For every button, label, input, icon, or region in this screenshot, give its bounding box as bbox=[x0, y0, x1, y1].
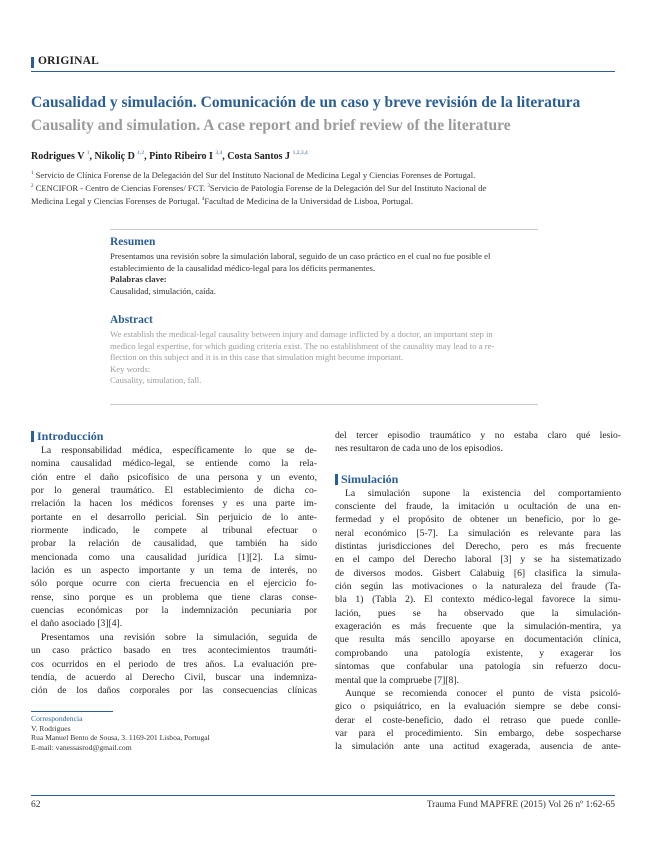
abstract-line: We establish the medical-legal causality between injury and damage inflicted by a doctor, an important step in bbox=[110, 329, 493, 339]
introduccion-body bbox=[31, 444, 317, 698]
simulacion-heading-text: Simulación bbox=[341, 471, 399, 486]
section-label bbox=[31, 55, 615, 72]
body-line: la simulación ante una actitud exagerada, ausencia de ante- bbox=[335, 741, 621, 753]
body-line: cos ocurridos en el periodo de tres años. La evaluación pre- bbox=[31, 658, 317, 670]
article-title-spanish: Causalidad y simulación. Comunicación de un caso y breve revisión de la literatura bbox=[31, 94, 581, 111]
abstract-keywords-label: Key words: bbox=[110, 363, 151, 374]
body-line: consciente del fraude, la imitación u ocultación de una en- bbox=[335, 501, 621, 513]
body-line: de diversos modos. Gisbert Calabuig [6] clasifica la simula- bbox=[335, 567, 621, 579]
body-line: fermedad y el propósito de obtener un beneficio, por lo ge- bbox=[335, 514, 621, 526]
author-affiliation-ref: 3,4 bbox=[215, 150, 223, 156]
body-line: lación, pues se ha observado que la simulación- bbox=[335, 607, 621, 619]
body-line: riormente indicado, le compete al tribunal efectuar o bbox=[31, 525, 317, 537]
simulacion-heading bbox=[335, 472, 621, 487]
affiliation-line bbox=[31, 183, 486, 193]
body-line: del tercer episodio traumático y no estaba claro qué lesio- bbox=[335, 430, 621, 441]
abstract-bottom-rule bbox=[110, 404, 538, 405]
abstract-keywords: Causality, simulation, fall. bbox=[110, 375, 202, 386]
affiliation-line bbox=[31, 170, 475, 180]
body-line: ción de los daños corporales por las consecuencias clínicas bbox=[31, 685, 317, 697]
author-name: Rodrigues V bbox=[31, 151, 85, 162]
abstract-text bbox=[110, 329, 540, 387]
body-line: el daño asociado [3][4]. bbox=[31, 618, 123, 630]
affiliation-text: Facultad de Medicina de la Universidad de Lisboa, Portugal. bbox=[204, 196, 413, 206]
body-line: por lo general traumático. El establecimiento de dicha co- bbox=[31, 485, 317, 497]
affiliation-number: 1 bbox=[31, 171, 34, 176]
author-affiliation-ref: 1,2 bbox=[137, 150, 145, 156]
body-line: que resulta más sencillo apoyarse en documentación clínica, bbox=[335, 634, 621, 646]
introduccion-continued bbox=[335, 429, 621, 456]
body-line: La responsabilidad médica, específicamente lo que se de- bbox=[41, 445, 317, 456]
body-line: probar la relación de causalidad, que también ha sido bbox=[31, 538, 317, 550]
heading-marker bbox=[335, 474, 338, 485]
body-line: neral económico [5-7]. La simulación es relevante para las bbox=[335, 527, 621, 539]
body-line: bla 1) (Tabla 2). El contexto médico-legal favorece la simu- bbox=[335, 594, 621, 606]
author-list: Rodrigues V $^1$, Nikoliç D $^{1,2}$, Pinto Ribeiro I $^{3,4}$, Costa Santos J $^{1,2,3,4}$ bbox=[31, 150, 308, 162]
affiliation-text: CENCIFOR - Centro de Ciencias Forenses/ FCT. bbox=[33, 183, 208, 193]
body-line: Aunque se recomienda conocer el punto de vista psicoló- bbox=[345, 687, 621, 699]
abstract-line: flection on this subject and it is in this case that simulation might become important. bbox=[110, 352, 404, 363]
body-line: derar el coste-beneficio, dado el retraso que puede conlle- bbox=[335, 714, 621, 726]
affiliation-line bbox=[31, 196, 413, 206]
body-line: nomina causalidad médico-legal, se entiende como la rela- bbox=[31, 458, 317, 470]
resumen-heading: Resumen bbox=[110, 236, 156, 248]
affiliation-number: 3 bbox=[207, 184, 210, 189]
body-line: La simulación supone la existencia del comportamiento bbox=[345, 487, 621, 499]
body-line: mencionada como una causalidad jurídica [1][2]. La simu- bbox=[31, 551, 317, 563]
body-line: síntomas que confabular una patología sin refuerzo docu- bbox=[335, 661, 621, 673]
author-name: Pinto Ribeiro I bbox=[149, 151, 213, 162]
correspondence-rule bbox=[31, 711, 113, 712]
body-line: lación es un aspecto importante y un tema de interés, no bbox=[31, 565, 317, 577]
author-name: Costa Santos J bbox=[227, 151, 291, 162]
body-column-right bbox=[335, 429, 621, 754]
resumen-text bbox=[110, 251, 540, 297]
simulacion-body bbox=[335, 487, 621, 754]
body-line: ción según las motivaciones o la naturaleza del fraude (Ta- bbox=[335, 581, 621, 593]
resumen-line: establecimiento de la causalidad médico-legal para los déficits permanentes. bbox=[110, 262, 376, 273]
body-line: mental que la compruebe [7][8]. bbox=[335, 674, 459, 686]
body-line: ción entre el daño psicofísico de una persona y un evento, bbox=[31, 471, 317, 483]
body-line: portante en el desarrollo pericial. Sin perjuicio de lo ante- bbox=[31, 511, 317, 523]
body-line: comprobando una patología existente, y exagerar los bbox=[335, 647, 621, 659]
affiliation-text: Servicio de Patología Forense de la Delegación del Sur del Instituto Nacional de bbox=[209, 183, 487, 193]
affiliation-number: 4 bbox=[201, 197, 205, 202]
resumen-keywords: Causalidad, simulación, caída. bbox=[110, 285, 216, 296]
abstract-top-rule bbox=[110, 229, 538, 230]
correspondence-email: E-mail: vanessasrod@gmail.com bbox=[31, 742, 132, 752]
body-line: nes resultaron de cada uno de los episodios. bbox=[335, 443, 503, 455]
journal-citation: Trauma Fund MAPFRE (2015) Vol 26 nº 1:62-65 bbox=[426, 800, 615, 810]
affiliation-text: Medicina Legal y Ciencias Forenses de Portugal. bbox=[31, 196, 202, 206]
author-affiliation-ref: 1,2,3,4 bbox=[292, 150, 308, 156]
correspondence-name: V. Rodrigues bbox=[31, 723, 71, 733]
footer-rule bbox=[31, 795, 615, 796]
body-line: gico o psiquiátrico, en la evaluación siempre se debe consi- bbox=[335, 701, 621, 713]
correspondence-block bbox=[31, 714, 210, 752]
page-number: 62 bbox=[31, 800, 41, 810]
author-affiliation-ref: 1 bbox=[86, 150, 90, 156]
body-line: en el campo del Derecho laboral [3] y se ha sistematizado bbox=[335, 554, 621, 566]
resumen-line: Presentamos una revisión sobre la simulación laboral, seguido de un caso práctico en el cual no fue posible el bbox=[110, 251, 491, 261]
heading-marker bbox=[31, 431, 34, 442]
body-line: cuencias económicas por la indemnización pecuniaria por bbox=[31, 605, 317, 617]
section-marker bbox=[31, 57, 34, 68]
affiliation-text: Servicio de Clínica Forense de la Delegación del Sur del Instituto Nacional de Medicina Legal y Ciencias Forenses de Portugal. bbox=[33, 170, 476, 180]
body-line: sólo porque ocurre con cierta frecuencia en el ejercicio fo- bbox=[31, 578, 317, 590]
section-label-text: ORIGINAL bbox=[38, 55, 100, 67]
body-line: rense, sino porque es un problema que tiene claras conse- bbox=[31, 591, 317, 603]
body-column-left bbox=[31, 429, 317, 698]
article-title-english: Causality and simulation. A case report and brief review of the literature bbox=[31, 117, 511, 134]
correspondence-label: Correspondencia bbox=[31, 714, 83, 723]
body-line: un caso práctico basado en tres acontecimientos traumáti- bbox=[31, 645, 317, 657]
correspondence-address: Rua Manuel Bento de Sousa, 3. 1169-201 Lisboa, Portugal bbox=[31, 733, 210, 743]
body-line: distintas jurisdicciones del Derecho, pero es más frecuente bbox=[335, 541, 621, 553]
body-line: Presentamos una revisión sobre la simulación, seguida de bbox=[41, 631, 317, 643]
body-line: var para el procedimiento. Sin embargo, debe sospecharse bbox=[335, 727, 621, 739]
abstract-heading: Abstract bbox=[110, 314, 153, 326]
body-line: rrelación la hacen los médicos forenses y es una parte im- bbox=[31, 498, 317, 510]
body-line: exageración es más frecuente que la simulación-mentira, ya bbox=[335, 621, 621, 633]
body-line: tendía, de acuerdo al Derecho Civil, buscar una indemniza- bbox=[31, 671, 317, 683]
introduccion-heading-text: Introducción bbox=[37, 429, 104, 443]
introduccion-heading bbox=[31, 429, 317, 444]
resumen-keywords-label: Palabras clave: bbox=[110, 274, 167, 285]
abstract-line: medico legal expertise, for which guiding criteria exist. The no establishment of the causality may lead to a re- bbox=[110, 340, 495, 351]
author-name: Nikoliç D bbox=[94, 151, 135, 162]
affiliation-number: 2 bbox=[31, 184, 34, 189]
